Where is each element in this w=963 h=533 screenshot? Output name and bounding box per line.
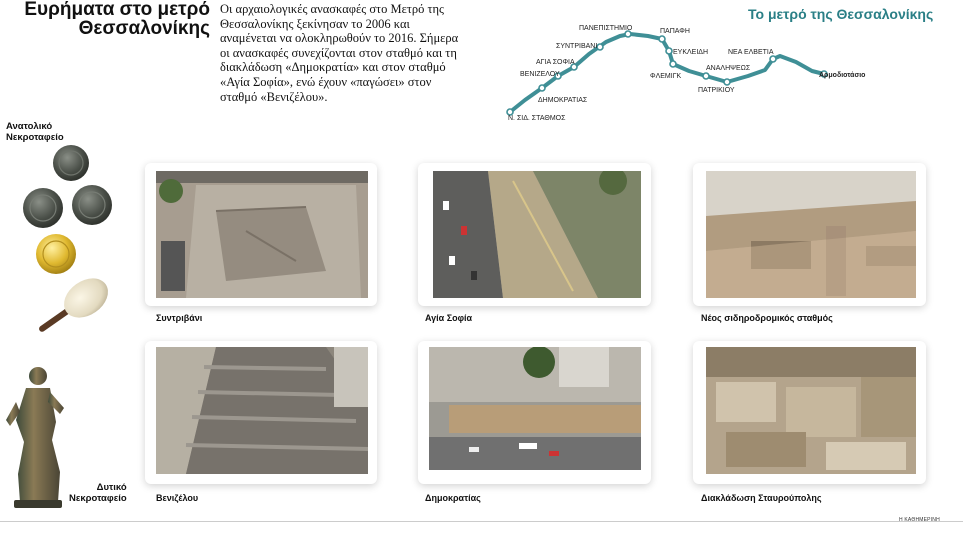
excavation-photo-agia-sofia	[433, 171, 641, 298]
station-label: ΠΑΠΑΦΗ	[660, 28, 690, 35]
photo-caption: Δημοκρατίας	[425, 493, 481, 503]
west-cemetery-label: Δυτικό Νεκροταφείο	[69, 482, 127, 504]
station-dot	[724, 79, 730, 85]
excavation-photo-dimokratias	[429, 347, 641, 470]
station-dot	[659, 36, 665, 42]
metro-map-title: Το μετρό της Θεσσαλονίκης	[748, 6, 934, 22]
photo-caption: Βενιζέλου	[156, 493, 199, 503]
statue-icon	[6, 367, 64, 508]
metro-line-map	[480, 12, 900, 127]
station-dot	[670, 61, 676, 67]
station-label: Αρμοδιοτάσιο	[819, 72, 866, 79]
photo-card	[145, 341, 377, 484]
station-dot	[597, 44, 603, 50]
station-dot	[770, 56, 776, 62]
station-label: ΦΛΕΜΙΓΚ	[650, 73, 682, 80]
page-title	[20, 0, 210, 38]
perfume-bottle-icon	[38, 270, 116, 333]
title-line-1: Ευρήματα στο μετρό	[24, 0, 210, 20]
photo-caption: Αγία Σοφία	[425, 313, 473, 323]
coin-icon	[72, 185, 112, 225]
station-label: ΔΗΜΟΚΡΑΤΙΑΣ	[538, 97, 588, 104]
footer-credit: Η ΚΑΘΗΜΕΡΙΝΗ	[899, 517, 940, 523]
station-dot	[539, 85, 545, 91]
photo-card	[693, 163, 926, 306]
artifacts-east-illustration	[0, 140, 140, 350]
station-dot	[666, 48, 672, 54]
station-label: ΠΑΝΕΠΙΣΤΗΜΙΟ	[579, 25, 633, 32]
station-dot	[703, 73, 709, 79]
excavation-photo-new-railway-station	[706, 171, 916, 298]
station-label: ΒΕΝΙΖΕΛΟΥ	[520, 71, 560, 78]
excavation-photo-venizelou	[156, 347, 368, 474]
statue-illustration	[0, 362, 75, 510]
photo-card	[693, 341, 926, 484]
station-label: ΠΑΤΡΙΚΙΟΥ	[698, 87, 735, 94]
photo-card	[418, 341, 651, 484]
photo-caption: Νέος σιδηροδρομικός σταθμός	[701, 313, 833, 323]
coin-icon	[53, 145, 89, 181]
station-label: Ν. ΣΙΔ. ΣΤΑΘΜΟΣ	[508, 115, 566, 122]
excavation-photo-syntrivani	[156, 171, 368, 298]
intro-paragraph: Οι αρχαιολογικές ανασκαφές στο Μετρό της Θεσσαλονίκης ξεκίνησαν το 2006 και αναμένεται να ολοκληρωθούν το 2016. Σήμερα οι ανασκαφές συνεχίζονται στον σταθμό και τη διακλάδωση «Δημοκρατία» και στον σταθμό «Αγία Σοφία», ενώ έχουν «παγώσει» στον σταθμό «Βενιζέλου».	[220, 2, 459, 104]
photo-card	[418, 163, 651, 306]
station-label: ΕΥΚΛΕΙΔΗ	[673, 49, 709, 56]
title-line-2: Θεσσαλονίκης	[78, 18, 210, 39]
photo-caption: Διακλάδωση Σταυρούπολης	[701, 493, 822, 503]
station-label: ΣΥΝΤΡΙΒΑΝΙ	[556, 43, 598, 50]
photo-card	[145, 163, 377, 306]
excavation-photo-stavroupoli-branch	[706, 347, 916, 474]
east-cemetery-label: Ανατολικό Νεκροταφείο	[6, 121, 64, 143]
gold-coin-icon	[36, 234, 76, 274]
coin-icon	[23, 188, 63, 228]
station-label: ΑΝΑΛΗΨΕΩΣ	[706, 65, 751, 72]
footer-divider	[0, 521, 963, 522]
station-label: ΝΕΑ ΕΛΒΕΤΙΑ	[728, 49, 774, 56]
photo-caption: Συντριβάνι	[156, 313, 203, 323]
station-label: ΑΓΙΑ ΣΟΦΙΑ	[536, 59, 575, 66]
